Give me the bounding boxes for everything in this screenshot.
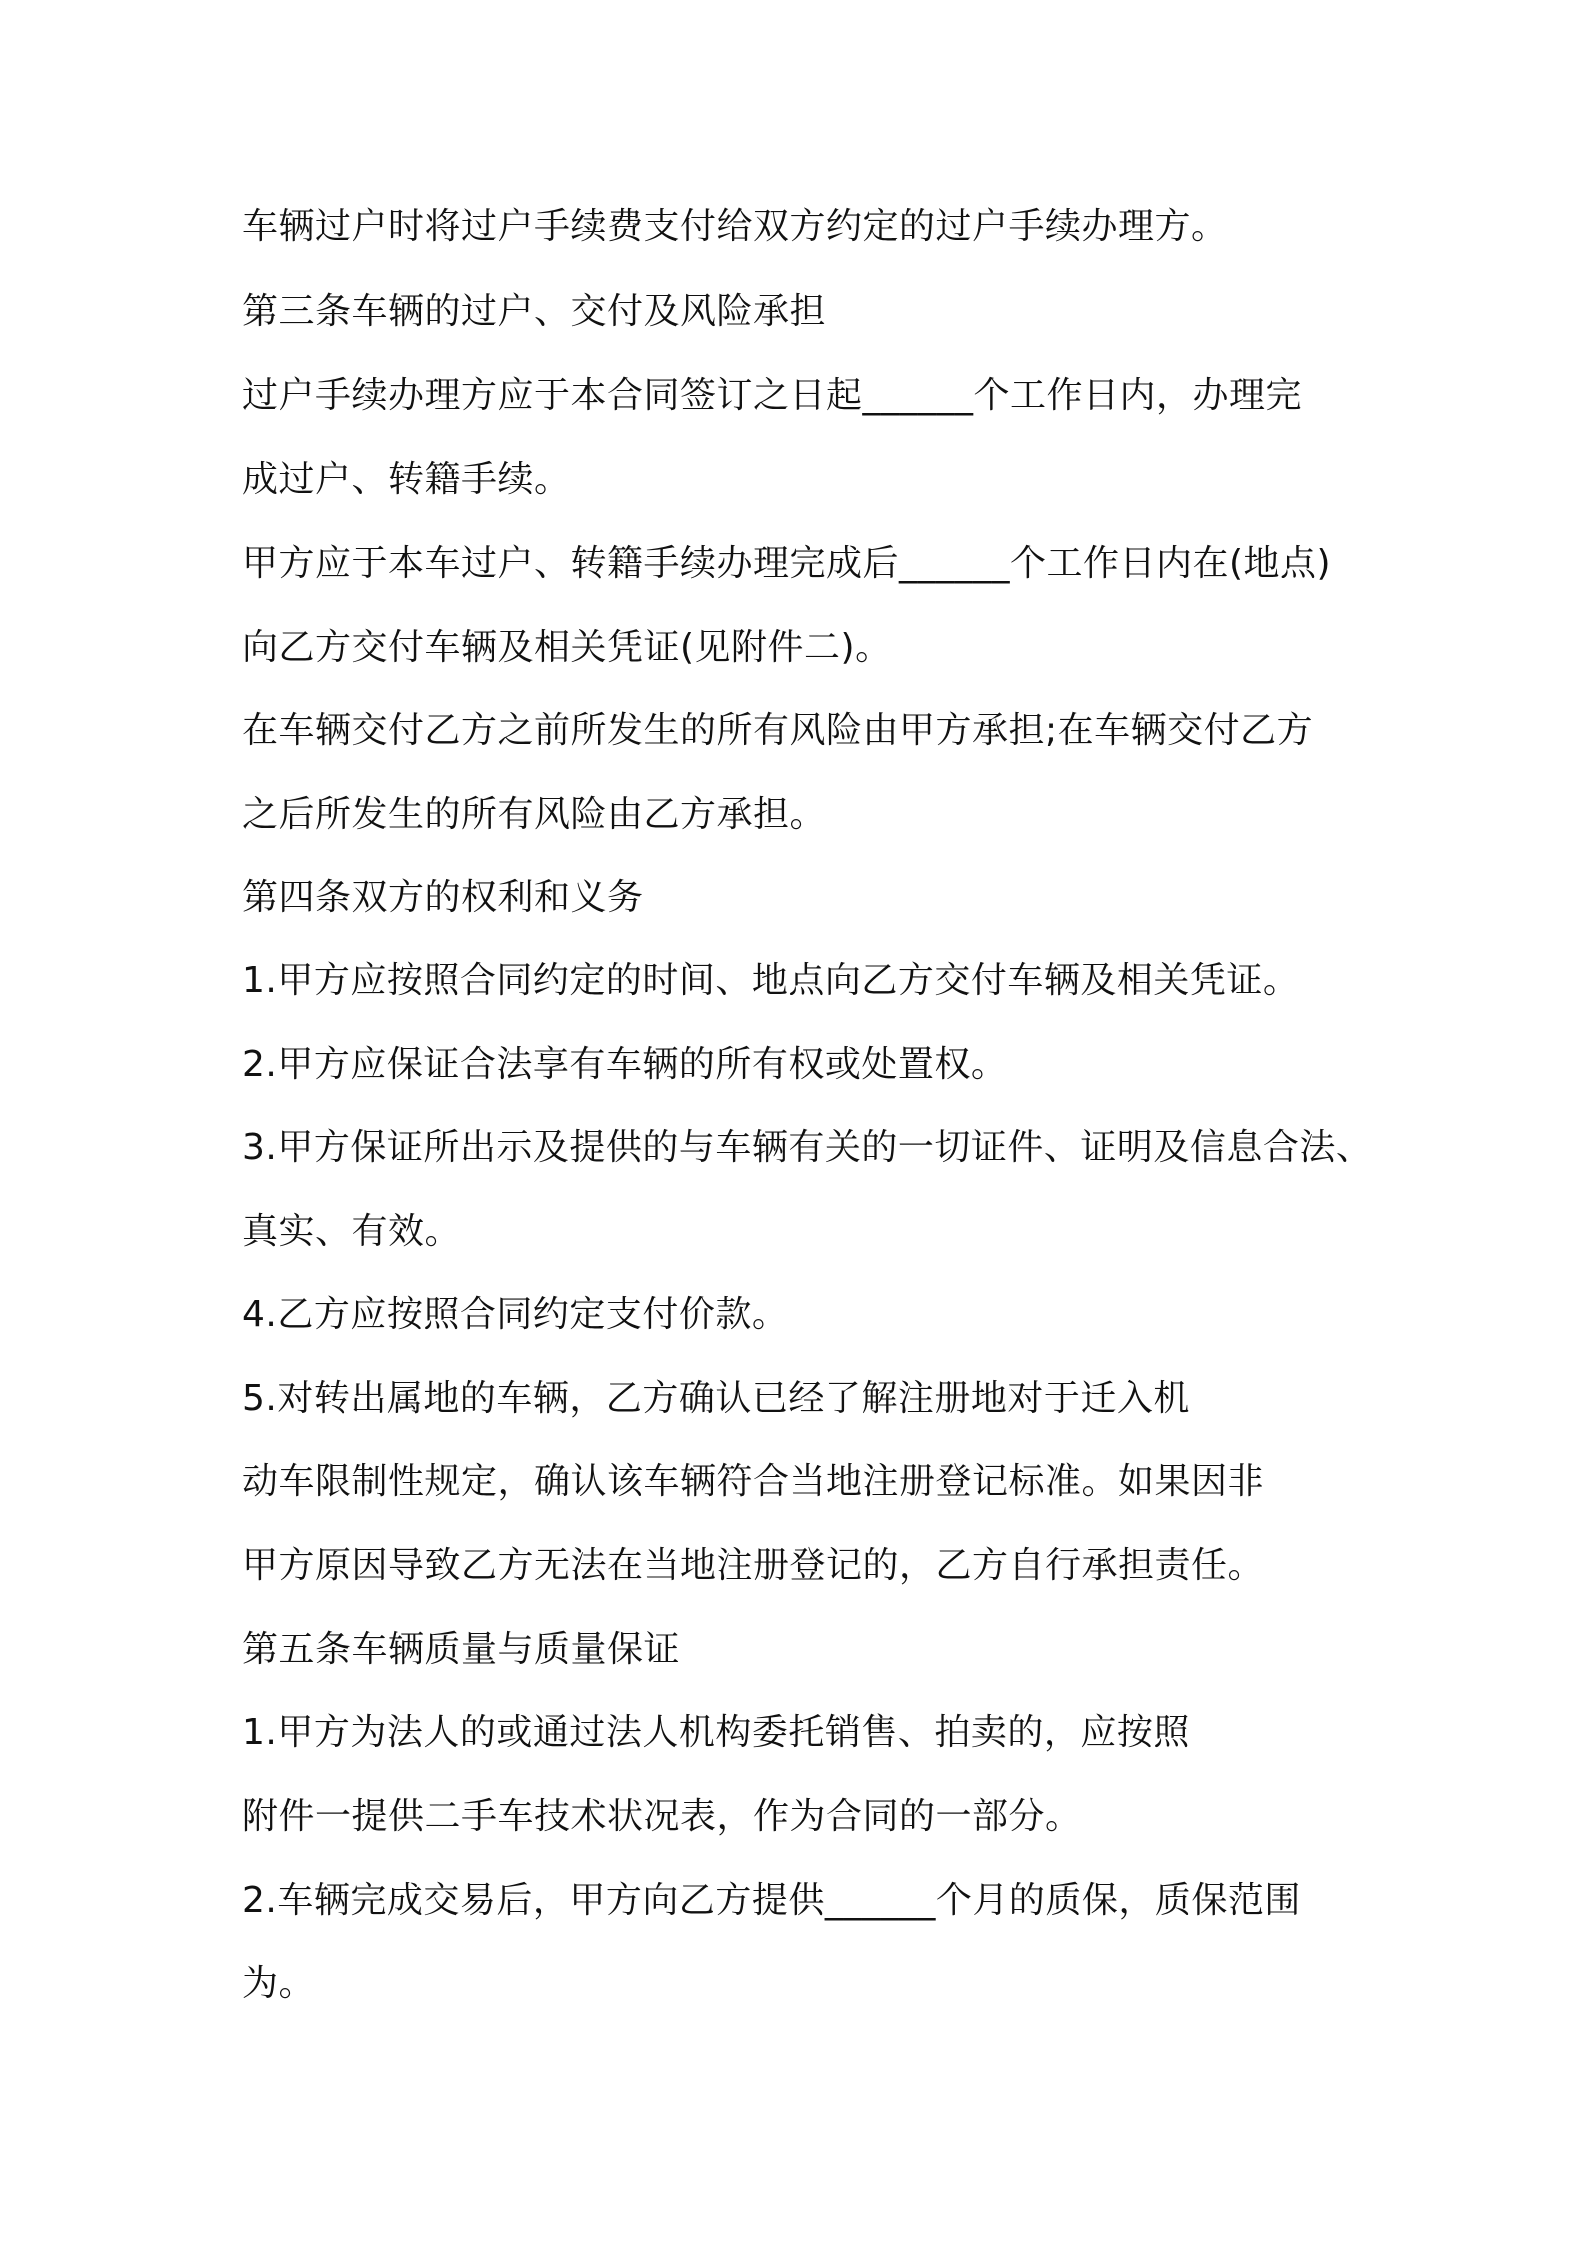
text-line: 甲方应于本车过户、转籍手续办理完成后______个工作日内在(地点) [242, 543, 1332, 584]
list-item: 3.甲方保证所出示及提供的与车辆有关的一切证件、证明及信息合法、 [242, 1127, 1373, 1168]
list-item: 1.甲方为法人的或通过法人机构委托销售、拍卖的，应按照 [242, 1712, 1190, 1753]
text-line: 为。 [242, 1963, 316, 2004]
text-line: 动车限制性规定，确认该车辆符合当地注册登记标准。如果因非 [242, 1461, 1265, 1502]
text-line: 之后所发生的所有风险由乙方承担。 [242, 794, 827, 835]
list-item: 2.甲方应保证合法享有车辆的所有权或处置权。 [242, 1044, 1008, 1085]
section-heading: 第五条车辆质量与质量保证 [242, 1629, 681, 1670]
text-line: 在车辆交付乙方之前所发生的所有风险由甲方承担;在车辆交付乙方 [242, 710, 1314, 751]
list-item: 4.乙方应按照合同约定支付价款。 [242, 1294, 789, 1335]
list-item: 1.甲方应按照合同约定的时间、地点向乙方交付车辆及相关凭证。 [242, 960, 1300, 1001]
text-line: 过户手续办理方应于本合同签订之日起______个工作日内，办理完 [242, 375, 1303, 416]
text-line: 附件一提供二手车技术状况表，作为合同的一部分。 [242, 1796, 1082, 1837]
text-line: 真实、有效。 [242, 1211, 462, 1252]
section-heading: 第三条车辆的过户、交付及风险承担 [242, 291, 827, 332]
section-heading: 第四条双方的权利和义务 [242, 877, 644, 918]
text-line: 向乙方交付车辆及相关凭证(见附件二)。 [242, 627, 892, 668]
list-item: 2.车辆完成交易后，甲方向乙方提供______个月的质保，质保范围 [242, 1880, 1301, 1921]
list-item: 5.对转出属地的车辆，乙方确认已经了解注册地对于迁入机 [242, 1378, 1190, 1419]
text-line: 成过户、转籍手续。 [242, 459, 571, 500]
text-line: 甲方原因导致乙方无法在当地注册登记的，乙方自行承担责任。 [242, 1545, 1265, 1586]
text-line: 车辆过户时将过户手续费支付给双方约定的过户手续办理方。 [242, 206, 1228, 247]
